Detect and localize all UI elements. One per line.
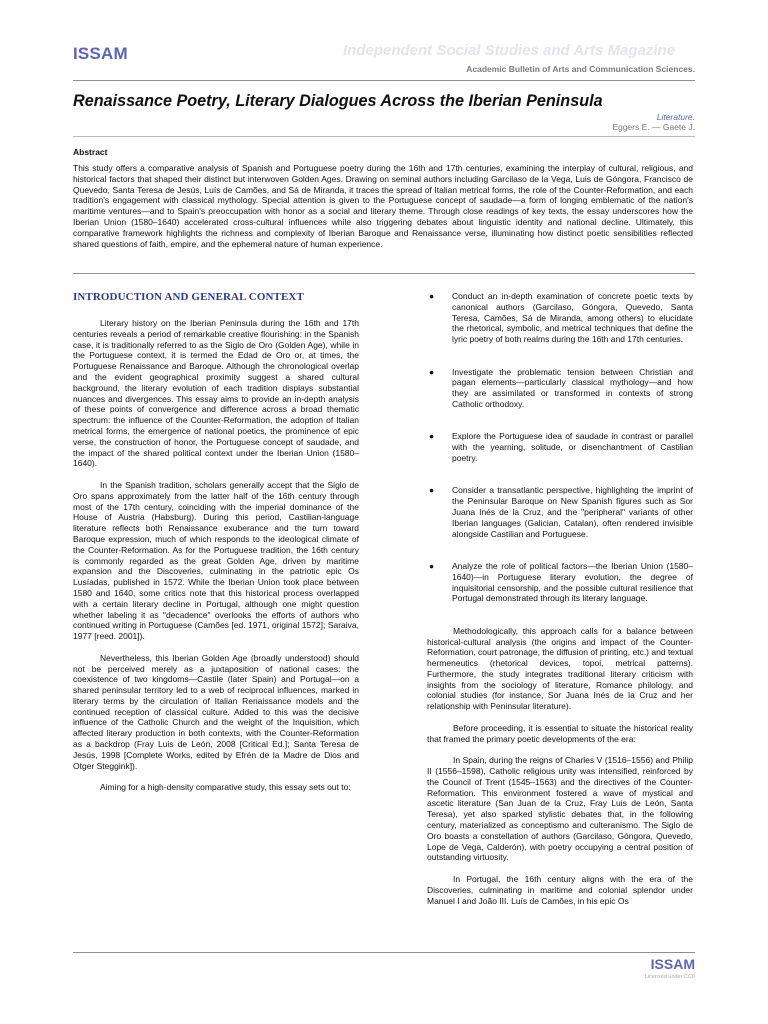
body-paragraph: In the Spanish tradition, scholars generally accept that the Siglo de Oro spans approximately from the latter half of the 16th century through most of the 17th century, coinciding with the imperial dominance of the House of Austria (Habsburg). During this period, Castilian-language literature reflects both Renaissance exuberance and the turn toward Baroque expression, much of which responds to the ideological climate of the Counter-Reformation. As for the Portuguese tradition, the 16th century is commonly regarded as the great Golden Age, driven by maritime expansion and the Discoveries, culminating in the patriotic epic Os Lusíadas, published in 1572. While the Iberian Union took place between 1580 and 1640, some critics note that this historical process overlapped with a certain literary decline in Portugal, although one might question whether labeling it as "decadence" overlooks the efforts of authors who continued writing in Portuguese (Camões [ed. 1971, original 1572]; Saraiva, 1977 [reed. 2001]).	[73, 479, 359, 642]
article-title: Renaissance Poetry, Literary Dialogues Across the Iberian Peninsula	[73, 92, 603, 110]
bullet-icon: ●	[429, 560, 435, 571]
list-item	[427, 291, 693, 345]
body-paragraph: Nevertheless, this Iberian Golden Age (broadly understood) should not be perceived merely as a juxtaposition of national cases: the coexistence of two kingdoms—Castile (later Spain) and Portugal—on a shared peninsular territory led to a web of reciprocal influences, marked in literary terms by the circulation of Italian Renaissance models and the continued reception of classical culture. Added to this was the decisive influence of the Catholic Church and the weight of the Inquisition, which affected literary production in both contexts, with the Counter-Reformation as a backdrop (Fray Luis de León, 2008 [Critical Ed.]; Santa Teresa de Jesús, 1998 [Complete Works, edited by Efrén de la Madre de Dios and Otger Steggink]).	[73, 652, 359, 771]
list-item-text: Conduct an in-depth examination of concrete poetic texts by canonical authors (Garcilaso, Góngora, Quevedo, Santa Teresa, Camões, Sá de Miranda, among others) to elucidate the rhetorical, symbolic, and metrical techniques that define the lyric poetry of both realms during the 16th and 17th centuries.	[452, 291, 693, 345]
body-paragraph: Literary history on the Iberian Peninsula during the 16th and 17th centuries reveals a period of remarkable creative flourishing: in the Spanish case, it is traditionally referred to as the Siglo de Oro (Golden Age), while in the Portuguese context, it is termed the Edad de Oro or, at times, the Portuguese Renaissance and Baroque. Although the chronological overlap and the evident geographical proximity suggest a shared cultural background, the literary evolution of each tradition displays substantial nuances and divergences. This essay aims to provide an in-depth analysis of these points of convergence and difference across a broad thematic spectrum: the influence of the Counter-Reformation, the adoption of Italian metrical forms, the emergence of national poetics, the prominence of epic verse, the construction of honor, the Portuguese concept of saudade, and the impact of the shared political context under the Iberian Union (1580–1640).	[73, 318, 359, 469]
list-item	[427, 561, 693, 604]
abstract-heading: Abstract	[73, 147, 108, 157]
title-divider	[73, 136, 695, 137]
left-column	[73, 291, 359, 804]
bullet-icon: ●	[429, 366, 435, 377]
objectives-list	[427, 291, 693, 604]
list-item-text: Explore the Portuguese idea of saudade in contrast or parallel with the yearning, solitude, or disenchantment of Castilian poetry.	[452, 431, 693, 463]
footer-divider	[73, 952, 695, 953]
body-paragraph: Methodologically, this approach calls for a balance between historical-cultural analysis (the origins and impact of the Counter-Reformation, court patronage, the diffusion of printing, etc.) and textual hermeneutics (rhetorical devices, topoi, metrical patterns). Furthermore, the study integrates traditional literary criticism with insights from the sociology of literature, Romance philology, and colonial studies (for instance, Sor Juana Inés de la Cruz and her relationship with Peninsular literature).	[427, 625, 693, 712]
license-note: Licensed under CC0	[644, 974, 695, 980]
right-column	[427, 291, 693, 917]
bullet-icon: ●	[429, 485, 435, 496]
bullet-icon: ●	[429, 431, 435, 442]
issam-logo: ISSAM	[73, 44, 128, 63]
section-heading: INTRODUCTION AND GENERAL CONTEXT	[73, 291, 304, 303]
bullet-icon: ●	[429, 291, 435, 301]
body-paragraph: Before proceeding, it is essential to situate the historical reality that framed the primary poetic developments of the era:	[427, 722, 693, 744]
list-item-text: Analyze the role of political factors—the Iberian Union (1580–1640)—in Portuguese literary evolution, the degree of inquisitorial censorship, and the possible cultural resilience that Portugal demonstrated through its literary language.	[452, 560, 693, 604]
magazine-title: Independent Social Studies and Arts Magazine	[343, 42, 675, 59]
list-item	[427, 431, 693, 463]
list-item-text: Investigate the problematic tension between Christian and pagan elements—particularly classical mythology—and how they are assimilated or transformed in contexts of strong Catholic orthodoxy.	[452, 366, 693, 409]
masthead	[73, 40, 695, 76]
list-item-text: Consider a transatlantic perspective, highlighting the imprint of the Peninsular Baroque on New Spanish figures such as Sor Juana Inés de la Cruz, and the "peripheral" variants of other Iberian languages (Galician, Catalan), often rendered invisible alongside Castilian and Portuguese.	[452, 485, 693, 539]
body-paragraph: In Spain, during the reigns of Charles V (1516–1556) and Philip II (1556–1598), Catholic religious unity was intensified, reinforced by the Council of Trent (1545–1563) and the directives of the Counter-Reformation. This environment fostered a wave of mystical and ascetic literature (San Juan de la Cruz, Fray Luis de León, Santa Teresa), yet also sparked stylistic debates that, in the following century, materialized as conceptismo and culteranismo. The Siglo de Oro boasts a constellation of authors (Garcilaso, Góngora, Quevedo, Lope de Vega, Calderón), with poetry occupying a central position of outstanding virtuosity.	[427, 755, 693, 863]
list-item	[427, 367, 693, 410]
magazine-subtitle: Academic Bulletin of Arts and Communication Sciences.	[466, 64, 695, 74]
abstract-divider	[73, 273, 695, 274]
footer-logo: ISSAM	[650, 956, 695, 972]
body-paragraph: Aiming for a high-density comparative study, this essay sets out to:	[100, 782, 351, 793]
abstract-text: This study offers a comparative analysis of Spanish and Portuguese poetry during the 16th and 17th centuries, examining the interplay of cultural, religious, and historical factors that shaped their distinct but interwoven Golden Ages. Drawing on seminal authors including Garcilaso de la Vega, Luis de Góngora, Francisco de Quevedo, Santa Teresa de Jesús, Luís de Camões, and Sá de Miranda, it traces the spread of Italian metrical forms, the role of the Counter-Reformation, and each tradition's engagement with classical mythology. Special attention is given to the Portuguese concept of saudade—a form of longing emblematic of the nation's maritime ventures—and to Spain's preoccupation with honor as a social and literary theme. Through close readings of key texts, the essay underscores how the Iberian Union (1580–1640) accelerated cross-cultural influences while also triggering debates about linguistic identity and national decline. Ultimately, this comparative framework highlights the richness and complexity of Iberian Baroque and Renaissance verse, illuminating how distinct poetic sensibilities reflected shared questions of faith, empire, and the ephemeral nature of human experience.	[73, 163, 693, 249]
list-item	[427, 485, 693, 539]
header-divider	[73, 80, 695, 81]
article-authors: Eggers E. — Gaete J.	[612, 122, 695, 132]
article-category: Literature.	[656, 112, 695, 122]
body-paragraph: In Portugal, the 16th century aligns with the era of the Discoveries, culminating in maritime and colonial splendor under Manuel I and João III. Luís de Camões, in his epic Os	[427, 874, 693, 906]
